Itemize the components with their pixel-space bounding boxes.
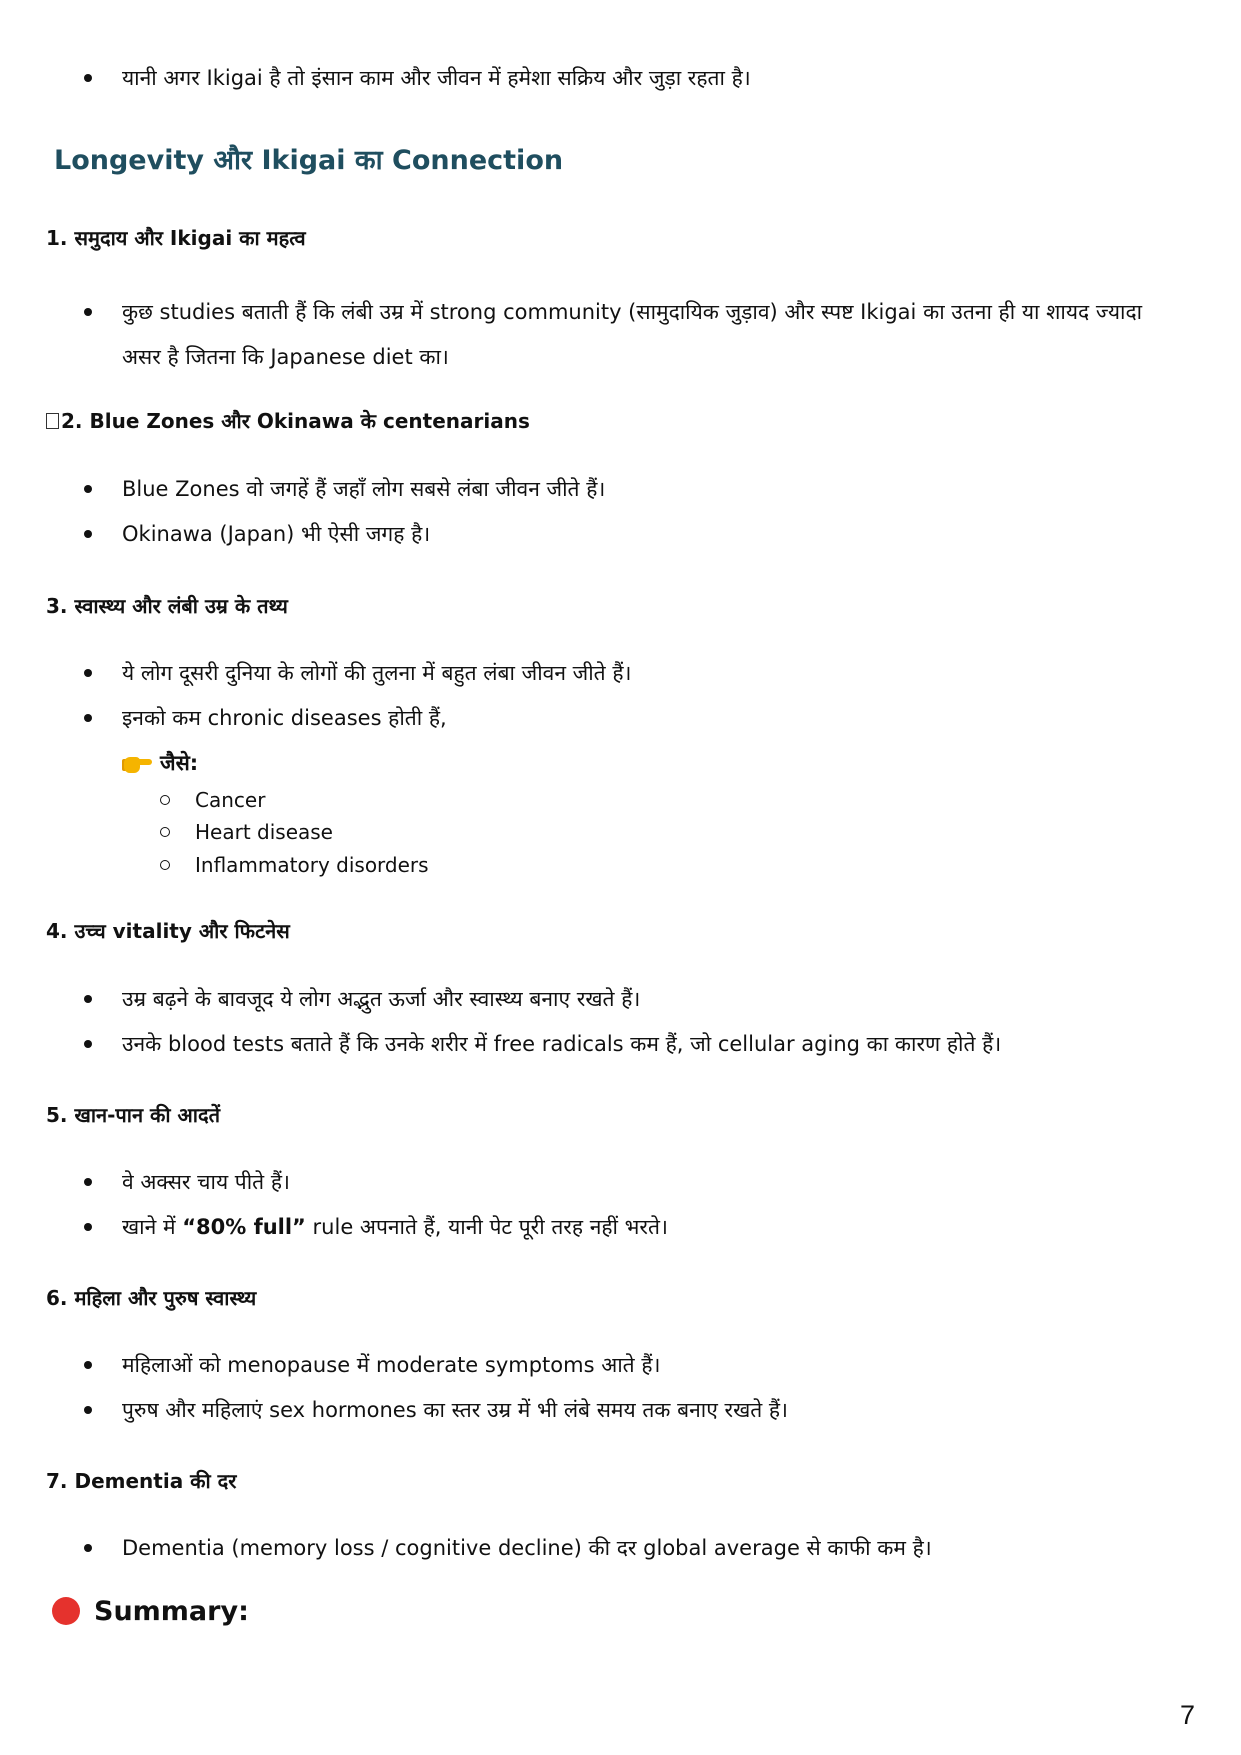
list-item-text: उम्र बढ़ने के बावजूद ये लोग अद्भुत ऊर्जा और स्वास्थ्य बनाए रखते हैं। (122, 987, 641, 1011)
bullet-icon (84, 1223, 92, 1231)
sub-list-item (160, 819, 333, 845)
section-title: Longevity और Ikigai का Connection (54, 145, 564, 176)
example-label (124, 749, 198, 777)
bullet-icon (84, 995, 92, 1003)
page-number: 7 (1179, 1700, 1195, 1730)
sub-list-item-text: Cancer (195, 788, 266, 812)
heading-community-ikigai: 1. समुदाय और Ikigai का महत्व (46, 226, 306, 250)
bullet-icon (84, 669, 92, 677)
heading-food-habits: 5. खान-पान की आदतें (46, 1103, 220, 1127)
list-item (84, 474, 1164, 504)
bullet-icon (84, 485, 92, 493)
bullet-icon (84, 1040, 92, 1048)
list-item (84, 1212, 1164, 1242)
list-item (84, 1533, 1164, 1563)
bullet-icon (84, 308, 92, 316)
list-item-text: कुछ studies बताती हैं कि लंबी उम्र में strong community (सामुदायिक जुड़ाव) और स्पष्ट Ikigai का उतना ही या शायद ज्यादा असर है जितना कि Japanese diet का। (122, 300, 1143, 369)
list-item (84, 290, 1164, 380)
heading-gender-health: 6. महिला और पुरुष स्वास्थ्य (46, 1286, 257, 1310)
sub-list-item-text: Inflammatory disorders (195, 853, 429, 877)
list-item-text: Okinawa (Japan) भी ऐसी जगह है। (122, 522, 431, 546)
list-item-text: यानी अगर Ikigai है तो इंसान काम और जीवन में हमेशा सक्रिय और जुड़ा रहता है। (122, 66, 751, 90)
bullet-icon (84, 1544, 92, 1552)
list-item-text: पुरुष और महिलाएं sex hormones का स्तर उम्र में भी लंबे समय तक बनाए रखते हैं। (122, 1398, 789, 1422)
rule-text-after: rule अपनाते हैं, यानी पेट पूरी तरह नहीं भरते। (305, 1215, 668, 1239)
circle-bullet-icon (160, 795, 170, 805)
list-item (84, 658, 1164, 688)
list-item-text: ये लोग दूसरी दुनिया के लोगों की तुलना में बहुत लंबा जीवन जीते हैं। (122, 661, 632, 685)
list-item-text: महिलाओं को menopause में moderate symptoms आते हैं। (122, 1353, 661, 1377)
heading-text: 2. Blue Zones और Okinawa के centenarians (61, 409, 530, 433)
list-item-text: Dementia (memory loss / cognitive decline) की दर global average से काफी कम है। (122, 1536, 932, 1560)
bullet-icon (84, 1406, 92, 1414)
pointing-hand-icon (124, 753, 152, 773)
list-item (84, 1395, 1164, 1425)
list-item (84, 1167, 1164, 1197)
bullet-icon (84, 714, 92, 722)
circle-bullet-icon (160, 827, 170, 837)
list-item-text: इनको कम chronic diseases होती हैं, (122, 706, 447, 730)
list-item (84, 703, 1164, 733)
bullet-icon (84, 530, 92, 538)
summary-heading (52, 1596, 249, 1627)
heading-blue-zones (46, 407, 530, 434)
red-circle-icon (52, 1597, 80, 1625)
list-item-text: वे अक्सर चाय पीते हैं। (122, 1170, 290, 1194)
summary-label: Summary: (94, 1596, 249, 1627)
list-item-text: Blue Zones वो जगहें हैं जहाँ लोग सबसे लंबा जीवन जीते हैं। (122, 477, 606, 501)
sub-list-item (160, 852, 429, 878)
bullet-icon (84, 1178, 92, 1186)
example-label-text: जैसे: (160, 751, 199, 775)
rule-text-before: खाने में (122, 1215, 183, 1239)
rule-text-bold: “80% full” (182, 1215, 306, 1239)
sub-list-item (160, 787, 265, 813)
heading-vitality: 4. उच्च vitality और फिटनेस (46, 919, 290, 943)
list-item-text (122, 1212, 1164, 1242)
bullet-icon (84, 1361, 92, 1369)
heading-dementia: 7. Dementia की दर (46, 1469, 237, 1493)
circle-bullet-icon (160, 860, 170, 870)
heading-health-facts: 3. स्वास्थ्य और लंबी उम्र के तथ्य (46, 594, 288, 618)
sub-list-item-text: Heart disease (195, 820, 333, 844)
list-item (84, 1350, 1164, 1380)
list-item (84, 519, 1164, 549)
list-item (84, 984, 1164, 1014)
list-item-text: उनके blood tests बताते हैं कि उनके शरीर में free radicals कम हैं, जो cellular aging का कारण होते हैं। (122, 1032, 1002, 1056)
bullet-icon (84, 74, 92, 82)
list-item (84, 1029, 1164, 1059)
missing-glyph-box (46, 413, 59, 429)
list-item (84, 63, 1164, 93)
